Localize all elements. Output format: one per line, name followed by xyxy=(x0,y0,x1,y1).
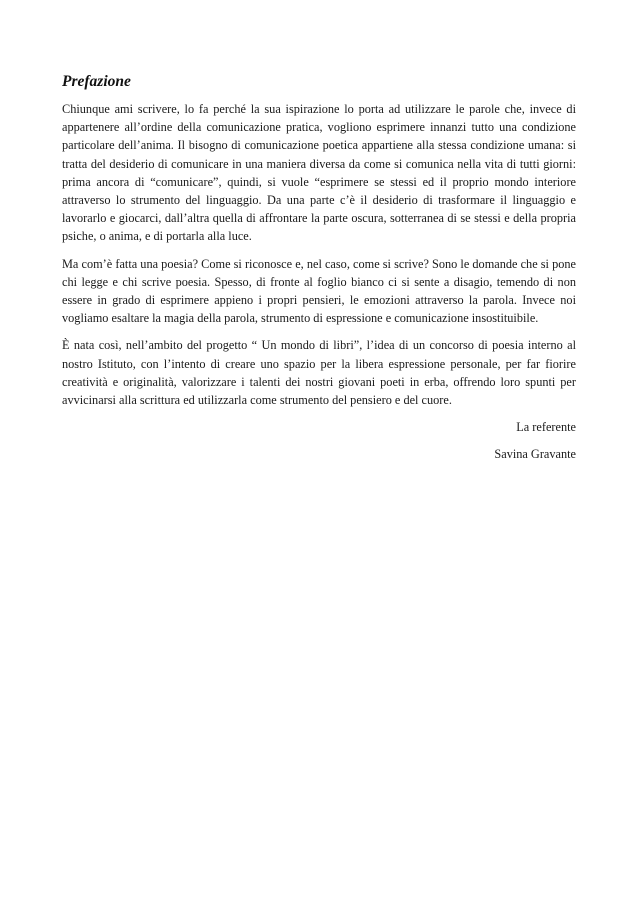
signature-role: La referente xyxy=(516,420,576,435)
paragraph-2: Ma com’è fatta una poesia? Come si riconosce e, nel caso, come si scrive? Sono le domande che si pone chi legge e chi scrive poesia. Spesso, di fronte al foglio bianco ci si sente a disagio, temendo di non essere in grado di esprimere appieno i propri pensieri, le emozioni attraverso la parola. Invece noi vogliamo esaltare la magia della parola, strumento di espressione e comunicazione insostituibile. xyxy=(62,256,576,326)
paragraph-3: È nata così, nell’ambito del progetto “ Un mondo di libri”, l’idea di un concorso di poesia interno al nostro Istituto, con l’intento di creare uno spazio per la libera espressione personale, per far fiorire creatività e originalità, valorizzare i talenti dei nostri giovani poeti in erba, offrendo loro spunti per avvicinarsi alla scrittura ed utilizzarla come strumento del pensiero e del cuore. xyxy=(62,338,576,408)
page-title: Prefazione xyxy=(62,73,131,90)
signature-name: Savina Gravante xyxy=(494,447,576,462)
paragraph-1: Chiunque ami scrivere, lo fa perché la sua ispirazione lo porta ad utilizzare le parole che, invece di appartenere all’ordine della comunicazione pratica, vogliono esprimere innanzi tutto una condizione particolare dell’anima. Il bisogno di comunicazione poetica appartiene alla stessa condizione umana: si tratta del desiderio di comunicare in una maniera diversa da come si comunica nella vita di tutti giorni: prima ancora di “comunicare”, quindi, si vuole “esprimere se stessi ed il proprio mondo interiore attraverso lo strumento del linguaggio. Da una parte c’è il desiderio di trasformare il linguaggio e lavorarlo e giocarci, dall’altra quella di affrontare la parte oscura, sotterranea di se stessi e della propria psiche, o anima, e di portarla alla luce. xyxy=(62,102,576,244)
document-page xyxy=(62,72,576,473)
